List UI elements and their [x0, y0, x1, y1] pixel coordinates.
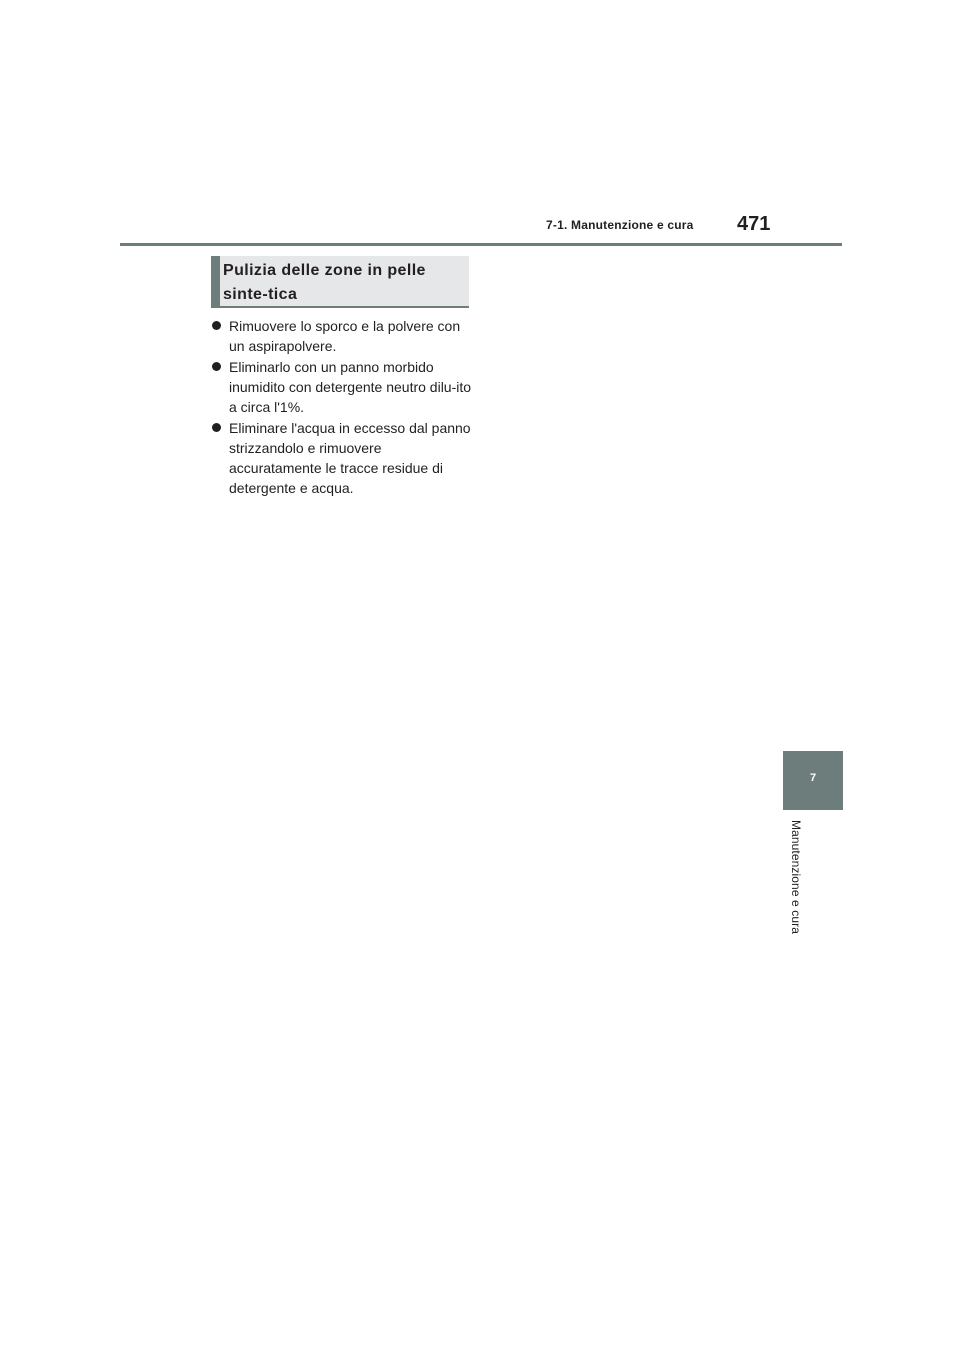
bullet-icon [212, 321, 221, 330]
header-divider [120, 243, 842, 246]
list-item-text: Eliminarlo con un panno morbido inumidito con detergente neutro dilu-ito a circa l'1%. [229, 359, 472, 415]
list-item [211, 357, 473, 417]
section-heading-box [211, 256, 469, 308]
bullet-icon [212, 362, 221, 371]
page-number: 471 [737, 213, 771, 235]
bullet-icon [212, 423, 221, 432]
chapter-tab [783, 751, 843, 810]
chapter-number: 7 [809, 772, 817, 784]
running-header-section: 7-1. Manutenzione e cura [546, 218, 694, 232]
heading-accent-bar [211, 256, 220, 306]
list-item-text: Eliminare l'acqua in eccesso dal panno strizzandolo e rimuovere accuratamente le tracce residue di detergente e acqua. [229, 420, 471, 496]
instruction-list [211, 316, 473, 499]
chapter-label: Manutenzione e cura [789, 820, 803, 934]
list-item [211, 316, 473, 356]
section-heading: Pulizia delle zone in pelle sinte-tica [223, 262, 426, 303]
list-item [211, 418, 473, 498]
list-item-text: Rimuovere lo sporco e la polvere con un aspirapolvere. [229, 318, 461, 354]
